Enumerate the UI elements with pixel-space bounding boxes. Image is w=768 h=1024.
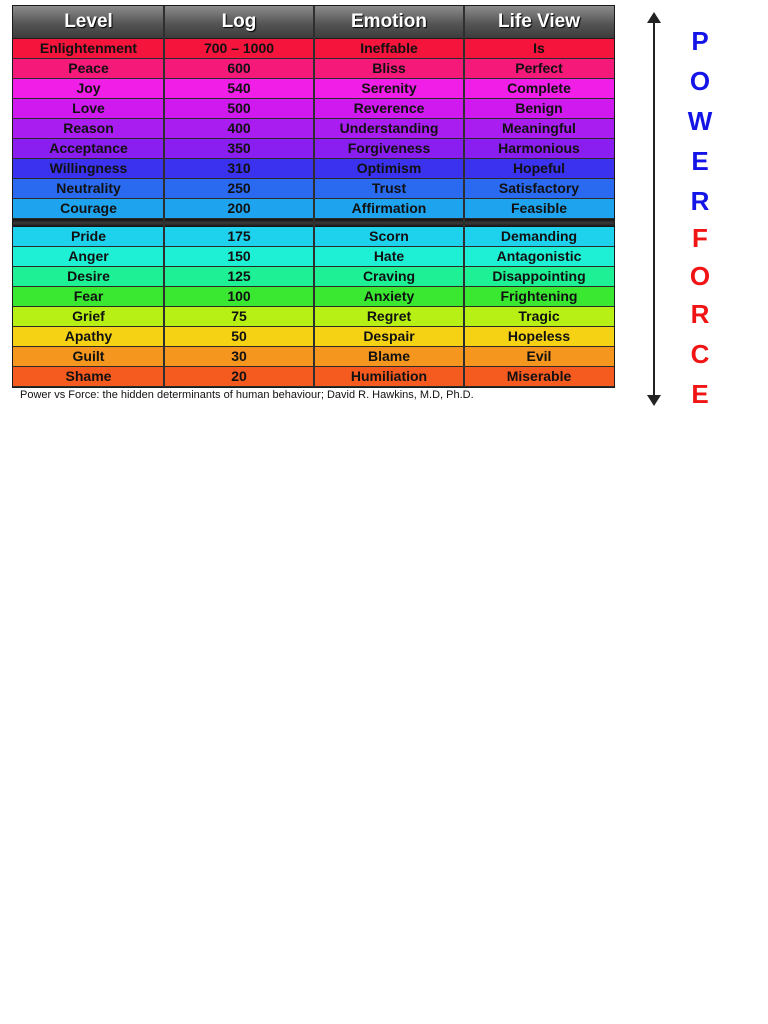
cell-emotion: Ineffable [360,40,418,56]
cell-level: Enlightenment [39,40,138,56]
power-letter: P [691,26,709,56]
cell-emotion: Craving [362,268,416,284]
cell-life-view: Miserable [506,368,572,384]
cell-level: Guilt [72,348,105,364]
cell-emotion: Blame [367,348,411,364]
cell-level: Joy [76,80,101,96]
cell-level: Fear [73,288,104,304]
cell-life-view: Demanding [500,228,578,244]
cell-level: Anger [68,248,109,264]
cell-log: 75 [231,308,247,324]
force-letter: F [692,223,708,253]
cell-emotion: Understanding [339,120,439,136]
header-emotion: Emotion [351,11,427,32]
cell-log: 20 [231,368,247,384]
cell-life-view: Evil [526,348,552,364]
cell-log: 175 [227,228,251,244]
cell-level: Apathy [64,328,113,344]
force-letter: E [691,379,709,409]
header-level: Level [64,11,113,32]
force-letter: R [690,299,710,329]
cell-level: Shame [65,368,112,384]
cell-level: Reason [63,120,114,136]
column-separator [463,6,465,387]
scale-axis-line [653,18,655,398]
source-caption: Power vs Force: the hidden determinants of human behaviour; David R. Hawkins, M.D, Ph.D. [20,389,474,401]
power-letter: O [689,66,711,96]
cell-log: 400 [227,120,251,136]
cell-log: 200 [227,200,251,216]
cell-life-view: Antagonistic [496,248,582,264]
cell-life-view: Perfect [515,60,563,76]
cell-level: Love [72,100,105,116]
cell-emotion: Scorn [369,228,409,244]
power-letter: E [691,146,709,176]
cell-life-view: Disappointing [492,268,586,284]
cell-emotion: Despair [363,328,415,344]
cell-emotion: Bliss [372,60,406,76]
header-log: Log [221,11,257,32]
cell-emotion: Trust [371,180,407,196]
cell-emotion: Affirmation [351,200,427,216]
cell-life-view: Hopeless [507,328,571,344]
consciousness-levels-table [12,5,615,388]
force-letter: C [690,339,710,369]
cell-log: 500 [227,100,251,116]
cell-level: Courage [60,200,117,216]
cell-log: 350 [227,140,251,156]
cell-life-view: Hopeful [512,160,566,176]
header-life-view: Life View [497,11,580,32]
cell-life-view: Feasible [510,200,568,216]
cell-level: Grief [72,308,105,324]
cell-life-view: Is [533,40,545,56]
cell-log: 310 [227,160,251,176]
cell-log: 600 [227,60,251,76]
cell-emotion: Humiliation [350,368,428,384]
cell-life-view: Satisfactory [498,180,580,196]
cell-level: Pride [70,228,106,244]
cell-emotion: Forgiveness [347,140,431,156]
cell-emotion: Reverence [353,100,425,116]
cell-life-view: Meaningful [502,120,576,136]
cell-life-view: Benign [515,100,563,116]
cell-log: 250 [227,180,251,196]
cell-log: 50 [231,328,247,344]
force-letter: O [689,261,711,291]
arrow-down-icon [647,395,661,406]
cell-emotion: Serenity [361,80,417,96]
cell-log: 125 [227,268,251,284]
cell-level: Willingness [49,160,128,176]
cell-emotion: Optimism [356,160,422,176]
cell-log: 700 – 1000 [203,40,275,56]
cell-life-view: Tragic [518,308,560,324]
column-separator [163,6,165,387]
cell-life-view: Frightening [500,288,578,304]
cell-log: 100 [227,288,251,304]
cell-life-view: Harmonious [498,140,580,156]
cell-emotion: Hate [373,248,405,264]
cell-log: 150 [227,248,251,264]
cell-emotion: Anxiety [363,288,415,304]
cell-log: 30 [231,348,247,364]
cell-emotion: Regret [366,308,412,324]
power-letter: W [687,106,713,136]
cell-log: 540 [227,80,251,96]
cell-level: Acceptance [49,140,128,156]
cell-level: Desire [67,268,110,284]
cell-level: Neutrality [56,180,121,196]
column-separator [313,6,315,387]
cell-level: Peace [68,60,109,76]
cell-life-view: Complete [507,80,571,96]
power-letter: R [690,186,710,216]
